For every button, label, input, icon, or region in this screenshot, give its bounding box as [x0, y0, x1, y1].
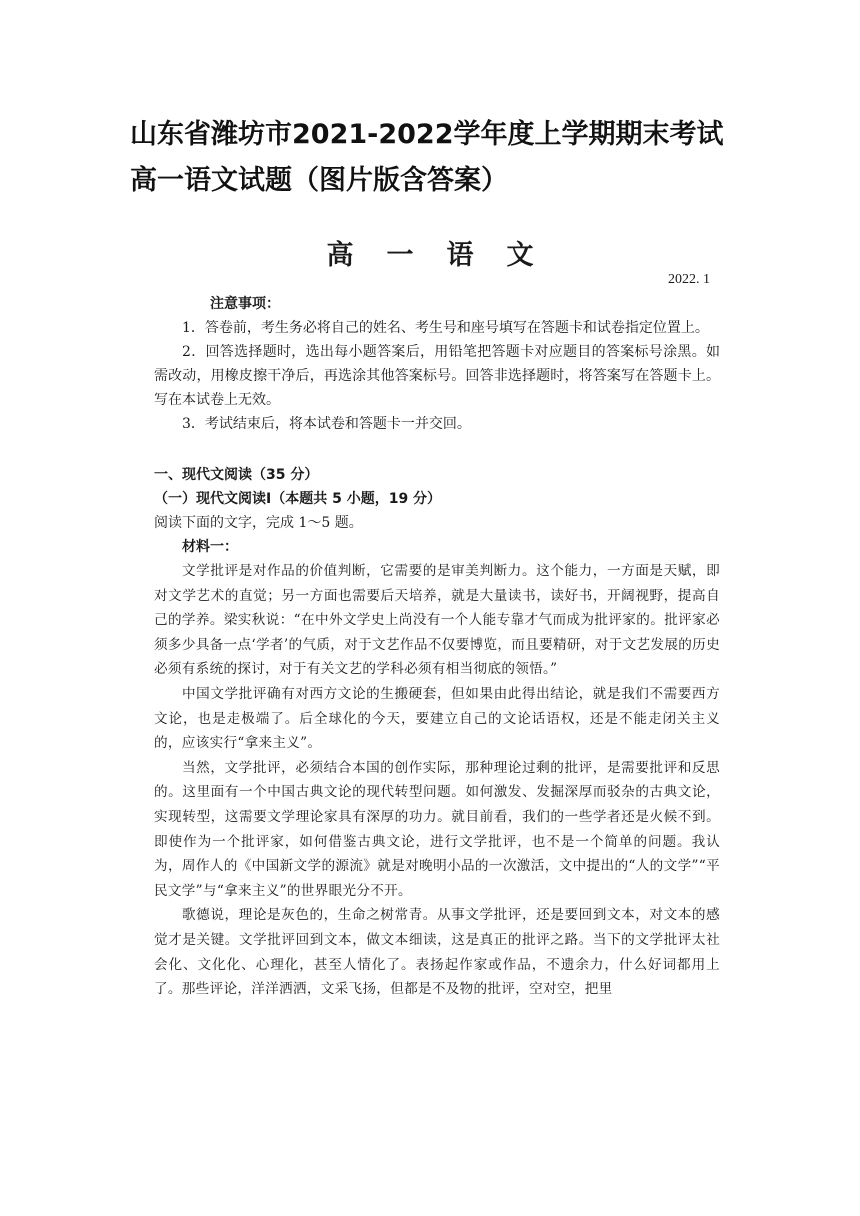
- notice-title: 注意事项：: [210, 296, 280, 312]
- section-subheading: （一）现代文阅读Ⅰ（本题共 5 小题，19 分）: [154, 491, 442, 507]
- notice-item: 3．考试结束后，将本试卷和答题卡一并交回。: [182, 416, 471, 432]
- passage-paragraph: 中国文学批评确有对西方文论的生搬硬套，但如果由此得出结论，就是我们不需要西方文论，也是走极端了。后全球化的今天，要建立自己的文论话语权，还是不能走闭关主义的，应该实行“拿来主义”。: [154, 685, 720, 752]
- material-label: 材料一：: [182, 539, 238, 555]
- passage-paragraph: 文学批评是对作品的价值判断，它需要的是审美判断力。这个能力，一方面是天赋，即对文学艺术的直觉；另一方面也需要后天培养，就是大量读书，读好书，开阔视野，提高自己的学养。梁实秋说：“在中外文学史上尚没有一个人能专靠才气而成为批评家的。批评家必须多少具备一点‘学者’的气质，对于文艺作品不仅要博览，而且要精研，对于文艺发展的历史必须有系统的探讨，对于有关文艺的学科必须有相当彻底的领悟。”: [154, 563, 720, 678]
- section-heading: 一、现代文阅读（35 分）: [154, 467, 319, 483]
- section-instruction: 阅读下面的文字，完成 1～5 题。: [154, 515, 363, 531]
- notice-item: 2．回答选择题时，选出每小题答案后，用铅笔把答题卡对应题目的答案标号涂黑。如需改动，用橡皮擦干净后，再选涂其他答案标号。回答非选择题时，将答案写在答题卡上。写在本试卷上无效。: [154, 344, 720, 408]
- passage-paragraph: 当然，文学批评，必须结合本国的创作实际，那种理论过剩的批评，是需要批评和反思的。这里面有一个中国古典文论的现代转型问题。如何激发、发掘深厚而驳杂的古典文论，实现转型，这需要文学理论家具有深厚的功力。就目前看，我们的一些学者还是火候不到。即使作为一个批评家，如何借鉴古典文论，进行文学批评，也不是一个简单的问题。我认为，周作人的《中国新文学的源流》就是对晚明小品的一次激活，文中提出的“人的文学”“平民文学”与“拿来主义”的世界眼光分不开。: [154, 759, 720, 899]
- passage-paragraph: 歌德说，理论是灰色的，生命之树常青。从事文学批评，还是要回到文本，对文本的感觉才是关键。文学批评回到文本，做文本细读，这是真正的批评之路。当下的文学批评太社会化、文化化、心理化，甚至人情化了。表扬起作家或作品，不遗余力，什么好词都用上了。那些评论，洋洋洒洒，文采飞扬，但都是不及物的批评，空对空，把里: [154, 907, 720, 998]
- notice-item: 1．答卷前，考生务必将自己的姓名、考生号和座号填写在答题卡和试卷指定位置上。: [182, 320, 709, 336]
- reading-section: [154, 463, 720, 1002]
- document-title: 山东省潍坊市2021-2022学年度上学期期末考试高一语文试题（图片版含答案）: [130, 119, 724, 196]
- exam-date: 2022. 1: [668, 272, 710, 287]
- exam-heading: 高一语文: [326, 240, 567, 271]
- notice-section: [154, 292, 720, 436]
- passage: [154, 559, 720, 1002]
